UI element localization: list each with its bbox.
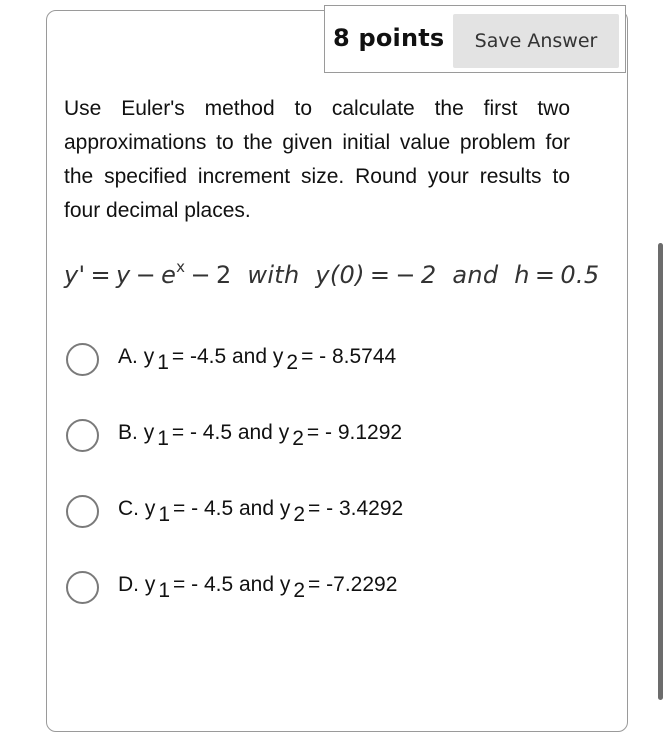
radio-button-c[interactable] bbox=[66, 495, 99, 528]
option-y1-value: = - 4.5 and y bbox=[173, 497, 291, 520]
option-b-label bbox=[118, 421, 403, 450]
save-answer-button[interactable]: Save Answer bbox=[453, 14, 619, 68]
y-symbol: y bbox=[143, 421, 155, 444]
option-letter: A. bbox=[118, 345, 138, 368]
y-symbol: y bbox=[144, 497, 156, 520]
option-c[interactable] bbox=[66, 495, 586, 535]
option-y2-value: = - 3.4292 bbox=[308, 497, 404, 520]
subscript-2: 2 bbox=[293, 503, 306, 526]
radio-button-b[interactable] bbox=[66, 419, 99, 452]
subscript-2: 2 bbox=[293, 579, 306, 602]
radio-button-d[interactable] bbox=[66, 571, 99, 604]
formula-and: and bbox=[452, 261, 499, 289]
subscript-2: 2 bbox=[286, 351, 299, 374]
initial-value-formula bbox=[64, 260, 599, 289]
subscript-1: 1 bbox=[158, 579, 171, 602]
option-y1-value: = - 4.5 and y bbox=[171, 421, 290, 444]
option-a-label bbox=[118, 345, 397, 374]
option-letter: B. bbox=[118, 421, 138, 444]
formula-with: with bbox=[247, 261, 300, 289]
subscript-1: 1 bbox=[157, 351, 169, 374]
formula-rest: − 2 bbox=[185, 261, 232, 289]
y-symbol: y bbox=[143, 345, 155, 368]
option-y1-value: = - 4.5 and y bbox=[173, 573, 291, 596]
subscript-1: 1 bbox=[157, 427, 169, 450]
option-d-label bbox=[118, 573, 398, 602]
option-y1-value: = -4.5 and y bbox=[171, 345, 284, 368]
option-a[interactable] bbox=[66, 343, 586, 383]
option-letter: C. bbox=[118, 497, 139, 520]
scrollbar[interactable] bbox=[658, 243, 663, 700]
option-letter: D. bbox=[118, 573, 139, 596]
option-b[interactable] bbox=[66, 419, 586, 459]
option-y2-value: = - 8.5744 bbox=[301, 345, 397, 368]
subscript-1: 1 bbox=[158, 503, 171, 526]
question-text: Use Euler's method to calculate the first two approximations to the given initial value problem for the specified increment size. Round your results to four decimal places. bbox=[64, 97, 570, 222]
option-y2-value: = -7.2292 bbox=[308, 573, 398, 596]
option-d[interactable] bbox=[66, 571, 586, 611]
points-label: 8 points bbox=[333, 24, 445, 52]
formula-exponent: x bbox=[176, 258, 186, 276]
radio-button-a[interactable] bbox=[66, 343, 99, 376]
option-y2-value: = - 9.1292 bbox=[306, 421, 403, 444]
formula-lhs: y' = y − e bbox=[64, 261, 177, 289]
option-c-label bbox=[118, 497, 404, 526]
formula-step-size: h = 0.5 bbox=[514, 261, 600, 289]
formula-initial-condition: y(0) = − 2 bbox=[315, 261, 437, 289]
y-symbol: y bbox=[144, 573, 156, 596]
subscript-2: 2 bbox=[292, 427, 304, 450]
